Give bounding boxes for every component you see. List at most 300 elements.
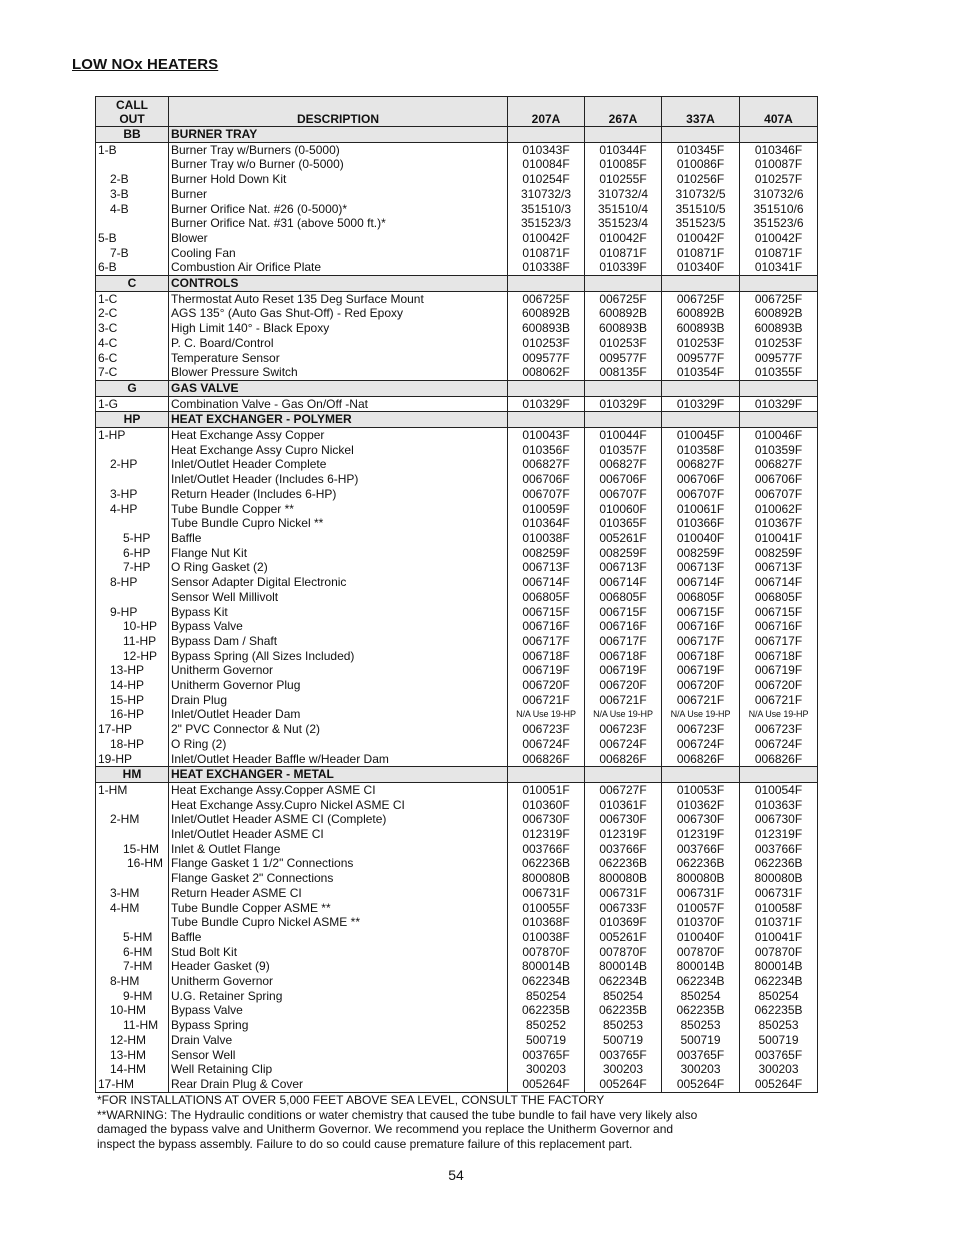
part-207a-cell: 010329F (508, 396, 585, 412)
part-267a-cell: 005264F (585, 1077, 662, 1092)
footnotes (97, 1093, 737, 1151)
table-row (96, 216, 818, 231)
section-blank-cell (662, 412, 740, 428)
callout-cell: 5-HM (96, 930, 169, 945)
table-row (96, 886, 818, 901)
part-337a-cell: 006717F (662, 634, 740, 649)
section-code: HM (96, 767, 169, 783)
part-407a-cell: 062234B (740, 974, 818, 989)
part-267a-cell: 006826F (585, 752, 662, 767)
part-207a-cell: 010043F (508, 428, 585, 443)
table-row (96, 365, 818, 380)
part-267a-cell: 600892B (585, 306, 662, 321)
description-cell: Bypass Spring (All Sizes Included) (169, 649, 508, 664)
part-407a-cell: 006720F (740, 678, 818, 693)
part-337a-cell: 010370F (662, 915, 740, 930)
part-407a-cell: 007870F (740, 945, 818, 960)
part-407a-cell: 005264F (740, 1077, 818, 1092)
description-cell: Burner Orifice Nat. #26 (0-5000)* (169, 202, 508, 217)
part-337a-cell: 500719 (662, 1033, 740, 1048)
part-267a-cell: 006720F (585, 678, 662, 693)
part-337a-cell: 310732/5 (662, 187, 740, 202)
table-row (96, 605, 818, 620)
callout-cell: 5-B (96, 231, 169, 246)
part-207a-cell: 010368F (508, 915, 585, 930)
description-cell: Baffle (169, 930, 508, 945)
part-267a-cell: 800014B (585, 959, 662, 974)
part-267a-cell: 006805F (585, 590, 662, 605)
part-407a-cell: 006805F (740, 590, 818, 605)
description-cell: Bypass Valve (169, 1003, 508, 1018)
callout-cell: 6-HP (96, 546, 169, 561)
part-267a-cell: 010253F (585, 336, 662, 351)
callout-header (96, 97, 169, 127)
section-code: C (96, 276, 169, 292)
part-407a-cell: 800014B (740, 959, 818, 974)
part-337a-cell: 006706F (662, 472, 740, 487)
part-267a-cell: 006723F (585, 722, 662, 737)
part-267a-cell: 800080B (585, 871, 662, 886)
part-407a-cell: 006723F (740, 722, 818, 737)
callout-cell: 1-HP (96, 428, 169, 443)
callout-cell (96, 472, 169, 487)
part-267a-cell: 006725F (585, 291, 662, 306)
section-blank-cell (740, 767, 818, 783)
part-337a-cell: 300203 (662, 1062, 740, 1077)
part-267a-cell: 010085F (585, 157, 662, 172)
table-row (96, 798, 818, 813)
callout-cell (96, 443, 169, 458)
part-267a-cell: 850253 (585, 1018, 662, 1033)
description-cell: P. C. Board/Control (169, 336, 508, 351)
part-337a-cell: 062236B (662, 856, 740, 871)
part-407a-cell: N/A Use 19-HP (740, 707, 818, 722)
part-207a-cell: 062235B (508, 1003, 585, 1018)
callout-cell: 19-HP (96, 752, 169, 767)
table-row (96, 396, 818, 412)
part-407a-cell: 010359F (740, 443, 818, 458)
description-cell: Burner Hold Down Kit (169, 172, 508, 187)
description-cell: O Ring Gasket (2) (169, 560, 508, 575)
table-row (96, 231, 818, 246)
part-407a-cell: 006730F (740, 812, 818, 827)
table-row (96, 856, 818, 871)
part-267a-cell: 062236B (585, 856, 662, 871)
part-337a-cell: 006721F (662, 693, 740, 708)
part-407a-cell: 006714F (740, 575, 818, 590)
description-cell: Drain Plug (169, 693, 508, 708)
section-code: BB (96, 127, 169, 143)
description-cell: Baffle (169, 531, 508, 546)
part-207a-cell: 010051F (508, 782, 585, 797)
part-407a-cell: 010257F (740, 172, 818, 187)
part-337a-cell: 006805F (662, 590, 740, 605)
callout-cell: 2-B (96, 172, 169, 187)
callout-cell: 2-HM (96, 812, 169, 827)
part-337a-cell: 010042F (662, 231, 740, 246)
callout-cell: 4-HM (96, 901, 169, 916)
table-row (96, 246, 818, 261)
part-407a-cell: 850253 (740, 1018, 818, 1033)
part-207a-cell: 010038F (508, 930, 585, 945)
part-207a-cell: 006714F (508, 575, 585, 590)
part-407a-cell: 003765F (740, 1048, 818, 1063)
part-267a-cell: 006724F (585, 737, 662, 752)
part-207a-cell: 010254F (508, 172, 585, 187)
table-row (96, 901, 818, 916)
part-267a-cell: 008135F (585, 365, 662, 380)
callout-cell: 18-HP (96, 737, 169, 752)
part-267a-cell: 003765F (585, 1048, 662, 1063)
part-407a-cell: 062236B (740, 856, 818, 871)
description-cell: Heat Exchange Assy.Copper ASME CI (169, 782, 508, 797)
section-blank-cell (508, 380, 585, 396)
part-337a-cell: 850253 (662, 1018, 740, 1033)
callout-cell: 16-HP (96, 707, 169, 722)
part-337a-cell: 003766F (662, 842, 740, 857)
part-407a-cell: 010042F (740, 231, 818, 246)
callout-cell: 12-HP (96, 649, 169, 664)
part-407a-cell: 006716F (740, 619, 818, 634)
callout-cell: 9-HP (96, 605, 169, 620)
callout-cell: 7-HM (96, 959, 169, 974)
description-cell: Flange Nut Kit (169, 546, 508, 561)
description-cell: Inlet/Outlet Header (Includes 6-HP) (169, 472, 508, 487)
parts-table-body (96, 127, 818, 1093)
description-cell: Flange Gasket 1 1/2" Connections (169, 856, 508, 871)
part-207a-cell: 010356F (508, 443, 585, 458)
section-header-row (96, 127, 818, 143)
part-207a-cell: 006827F (508, 457, 585, 472)
part-267a-cell: 006731F (585, 886, 662, 901)
part-207a-cell: 006715F (508, 605, 585, 620)
description-cell: Cooling Fan (169, 246, 508, 261)
table-header-row (96, 97, 818, 127)
section-blank-cell (508, 767, 585, 783)
part-207a-cell: 010338F (508, 260, 585, 275)
callout-cell: 9-HM (96, 989, 169, 1004)
part-337a-cell: 006724F (662, 737, 740, 752)
section-blank-cell (740, 276, 818, 292)
table-row (96, 321, 818, 336)
description-cell: Inlet/Outlet Header ASME CI (Complete) (169, 812, 508, 827)
section-blank-cell (508, 127, 585, 143)
part-267a-cell: 010365F (585, 516, 662, 531)
section-header-row (96, 276, 818, 292)
callout-cell (96, 798, 169, 813)
part-337a-cell: 010053F (662, 782, 740, 797)
part-207a-cell: 850252 (508, 1018, 585, 1033)
callout-cell: 7-B (96, 246, 169, 261)
description-cell: Unitherm Governor Plug (169, 678, 508, 693)
section-header-row (96, 412, 818, 428)
part-207a-cell: 010360F (508, 798, 585, 813)
part-407a-cell: 500719 (740, 1033, 818, 1048)
part-207a-cell: 006724F (508, 737, 585, 752)
section-blank-cell (740, 127, 818, 143)
table-row (96, 707, 818, 722)
part-207a-cell: 310732/3 (508, 187, 585, 202)
table-row (96, 678, 818, 693)
table-row (96, 782, 818, 797)
part-267a-cell: 009577F (585, 351, 662, 366)
part-337a-cell: 006716F (662, 619, 740, 634)
part-267a-cell: 006714F (585, 575, 662, 590)
part-207a-cell: 010038F (508, 531, 585, 546)
part-337a-cell: 010362F (662, 798, 740, 813)
part-267a-cell: 010060F (585, 502, 662, 517)
part-407a-cell: 010087F (740, 157, 818, 172)
callout-cell: 6-HM (96, 945, 169, 960)
table-row (96, 663, 818, 678)
table-row (96, 142, 818, 157)
part-207a-cell: 009577F (508, 351, 585, 366)
part-407a-cell: 010062F (740, 502, 818, 517)
description-cell: Well Retaining Clip (169, 1062, 508, 1077)
section-blank-cell (508, 412, 585, 428)
footnote-warning-line3: inspect the bypass assembly. Failure to do so could cause premature failure of this replacement part. (97, 1136, 633, 1151)
part-267a-cell: 010357F (585, 443, 662, 458)
callout-cell: 1-C (96, 291, 169, 306)
part-207a-cell: 006731F (508, 886, 585, 901)
part-267a-cell: 006713F (585, 560, 662, 575)
description-cell: Header Gasket (9) (169, 959, 508, 974)
table-row (96, 1033, 818, 1048)
description-cell: Inlet & Outlet Flange (169, 842, 508, 857)
callout-cell (96, 216, 169, 231)
part-267a-cell: 006730F (585, 812, 662, 827)
part-207a-cell: 003765F (508, 1048, 585, 1063)
part-267a-cell: 010344F (585, 142, 662, 157)
part-407a-cell: 010041F (740, 531, 818, 546)
callout-cell (96, 827, 169, 842)
table-row (96, 351, 818, 366)
callout-cell (96, 590, 169, 605)
part-407a-cell: 006713F (740, 560, 818, 575)
part-207a-cell: 006716F (508, 619, 585, 634)
part-267a-cell: 310732/4 (585, 187, 662, 202)
description-cell: Sensor Well (169, 1048, 508, 1063)
description-cell: Return Header (Includes 6-HP) (169, 487, 508, 502)
part-407a-cell: 600893B (740, 321, 818, 336)
callout-cell: 4-HP (96, 502, 169, 517)
model-267a-header: 267A (585, 97, 662, 127)
part-337a-cell: 850254 (662, 989, 740, 1004)
part-267a-cell: 012319F (585, 827, 662, 842)
part-337a-cell: 800080B (662, 871, 740, 886)
part-337a-cell: 003765F (662, 1048, 740, 1063)
callout-cell: 15-HM (96, 842, 169, 857)
page-title: LOW NOx HEATERS (72, 56, 219, 73)
part-407a-cell: 351510/6 (740, 202, 818, 217)
part-267a-cell: 006721F (585, 693, 662, 708)
table-row (96, 516, 818, 531)
part-207a-cell: 010253F (508, 336, 585, 351)
callout-cell: 14-HM (96, 1062, 169, 1077)
section-blank-cell (740, 380, 818, 396)
description-cell: Inlet/Outlet Header Complete (169, 457, 508, 472)
table-row (96, 187, 818, 202)
part-207a-cell: 006805F (508, 590, 585, 605)
part-407a-cell: 006717F (740, 634, 818, 649)
part-337a-cell: 010253F (662, 336, 740, 351)
callout-cell: 11-HM (96, 1018, 169, 1033)
part-207a-cell: 800080B (508, 871, 585, 886)
part-407a-cell: 010329F (740, 396, 818, 412)
description-cell: Burner Orifice Nat. #31 (above 5000 ft.)* (169, 216, 508, 231)
part-407a-cell: 010054F (740, 782, 818, 797)
part-407a-cell: 310732/6 (740, 187, 818, 202)
part-407a-cell: 010046F (740, 428, 818, 443)
part-207a-cell: 351510/3 (508, 202, 585, 217)
part-337a-cell: 006714F (662, 575, 740, 590)
description-cell: 2" PVC Connector & Nut (2) (169, 722, 508, 737)
callout-cell: 6-C (96, 351, 169, 366)
part-267a-cell: 006707F (585, 487, 662, 502)
description-cell: Rear Drain Plug & Cover (169, 1077, 508, 1092)
callout-cell: 10-HP (96, 619, 169, 634)
description-cell: Sensor Adapter Digital Electronic (169, 575, 508, 590)
table-row (96, 722, 818, 737)
part-337a-cell: 012319F (662, 827, 740, 842)
table-row (96, 202, 818, 217)
description-cell: Tube Bundle Copper ASME ** (169, 901, 508, 916)
part-207a-cell: 006720F (508, 678, 585, 693)
part-337a-cell: 006719F (662, 663, 740, 678)
table-row (96, 649, 818, 664)
description-cell: Stud Bolt Kit (169, 945, 508, 960)
part-207a-cell: 010042F (508, 231, 585, 246)
part-207a-cell: 006723F (508, 722, 585, 737)
description-cell: Heat Exchange Assy Cupro Nickel (169, 443, 508, 458)
table-row (96, 737, 818, 752)
part-207a-cell: 600892B (508, 306, 585, 321)
part-267a-cell: 007870F (585, 945, 662, 960)
part-407a-cell: 351523/6 (740, 216, 818, 231)
footnote-altitude: *FOR INSTALLATIONS AT OVER 5,000 FEET ABOVE SEA LEVEL, CONSULT THE FACTORY (97, 1093, 605, 1107)
part-407a-cell: 600892B (740, 306, 818, 321)
callout-cell: 4-C (96, 336, 169, 351)
part-407a-cell: 006731F (740, 886, 818, 901)
part-337a-cell: 006713F (662, 560, 740, 575)
callout-cell: 13-HP (96, 663, 169, 678)
section-title: BURNER TRAY (169, 127, 508, 143)
part-207a-cell: 300203 (508, 1062, 585, 1077)
description-cell: Inlet/Outlet Header Dam (169, 707, 508, 722)
part-207a-cell: 012319F (508, 827, 585, 842)
description-cell: Bypass Valve (169, 619, 508, 634)
description-cell: Bypass Spring (169, 1018, 508, 1033)
part-337a-cell: 007870F (662, 945, 740, 960)
part-207a-cell: 008062F (508, 365, 585, 380)
footnote-warning-line1: **WARNING: The Hydraulic conditions or water chemistry that caused the tube bundle to fail have very likely also (97, 1107, 698, 1122)
part-407a-cell: 006827F (740, 457, 818, 472)
footnote-warning-line2: damaged the bypass valve and Unitherm Governor. We recommend you replace the Unitherm Governor and (97, 1122, 674, 1137)
description-cell: Combination Valve - Gas On/Off -Nat (169, 396, 508, 412)
section-title: GAS VALVE (169, 380, 508, 396)
table-row (96, 560, 818, 575)
part-407a-cell: 006724F (740, 737, 818, 752)
part-337a-cell: 010040F (662, 930, 740, 945)
description-cell: Blower Pressure Switch (169, 365, 508, 380)
table-row (96, 546, 818, 561)
table-row (96, 752, 818, 767)
part-407a-cell: 010041F (740, 930, 818, 945)
description-cell: Heat Exchange Assy Copper (169, 428, 508, 443)
part-337a-cell: 006720F (662, 678, 740, 693)
table-row (96, 989, 818, 1004)
page-number: 54 (448, 1167, 464, 1183)
part-207a-cell: 010343F (508, 142, 585, 157)
callout-cell: 15-HP (96, 693, 169, 708)
part-267a-cell: 500719 (585, 1033, 662, 1048)
table-row (96, 812, 818, 827)
part-267a-cell: 003766F (585, 842, 662, 857)
part-337a-cell: 010040F (662, 531, 740, 546)
section-blank-cell (585, 767, 662, 783)
description-cell: Sensor Well Millivolt (169, 590, 508, 605)
part-267a-cell: 062235B (585, 1003, 662, 1018)
table-row (96, 827, 818, 842)
description-header: DESCRIPTION (169, 97, 508, 127)
description-cell: AGS 135° (Auto Gas Shut-Off) - Red Epoxy (169, 306, 508, 321)
description-cell: Burner Tray w/Burners (0-5000) (169, 142, 508, 157)
table-row (96, 930, 818, 945)
part-207a-cell: 006730F (508, 812, 585, 827)
callout-cell: 7-C (96, 365, 169, 380)
description-cell: Return Header ASME CI (169, 886, 508, 901)
section-blank-cell (585, 380, 662, 396)
part-407a-cell: 006706F (740, 472, 818, 487)
table-row (96, 1062, 818, 1077)
callout-cell: 5-HP (96, 531, 169, 546)
part-207a-cell: 006721F (508, 693, 585, 708)
part-207a-cell: 850254 (508, 989, 585, 1004)
part-267a-cell: 006733F (585, 901, 662, 916)
section-code: G (96, 380, 169, 396)
part-407a-cell: 006721F (740, 693, 818, 708)
table-row (96, 502, 818, 517)
part-207a-cell: 351523/3 (508, 216, 585, 231)
table-row (96, 945, 818, 960)
model-337a-header: 337A (662, 97, 740, 127)
section-blank-cell (585, 412, 662, 428)
table-row (96, 871, 818, 886)
part-267a-cell: 006827F (585, 457, 662, 472)
part-267a-cell: 010329F (585, 396, 662, 412)
part-267a-cell: 006716F (585, 619, 662, 634)
table-row (96, 157, 818, 172)
part-207a-cell: 005264F (508, 1077, 585, 1092)
part-207a-cell: 006725F (508, 291, 585, 306)
part-207a-cell: 500719 (508, 1033, 585, 1048)
description-cell: Burner Tray w/o Burner (0-5000) (169, 157, 508, 172)
part-337a-cell: 600892B (662, 306, 740, 321)
part-337a-cell: 010061F (662, 502, 740, 517)
table-row (96, 172, 818, 187)
part-407a-cell: 010058F (740, 901, 818, 916)
callout-cell: 8-HP (96, 575, 169, 590)
description-cell: Inlet/Outlet Header ASME CI (169, 827, 508, 842)
callout-cell: 17-HP (96, 722, 169, 737)
callout-cell: 2-C (96, 306, 169, 321)
table-row (96, 336, 818, 351)
part-207a-cell: 010871F (508, 246, 585, 261)
part-407a-cell: 006718F (740, 649, 818, 664)
part-337a-cell: 006715F (662, 605, 740, 620)
part-407a-cell: 003766F (740, 842, 818, 857)
part-267a-cell: 600893B (585, 321, 662, 336)
